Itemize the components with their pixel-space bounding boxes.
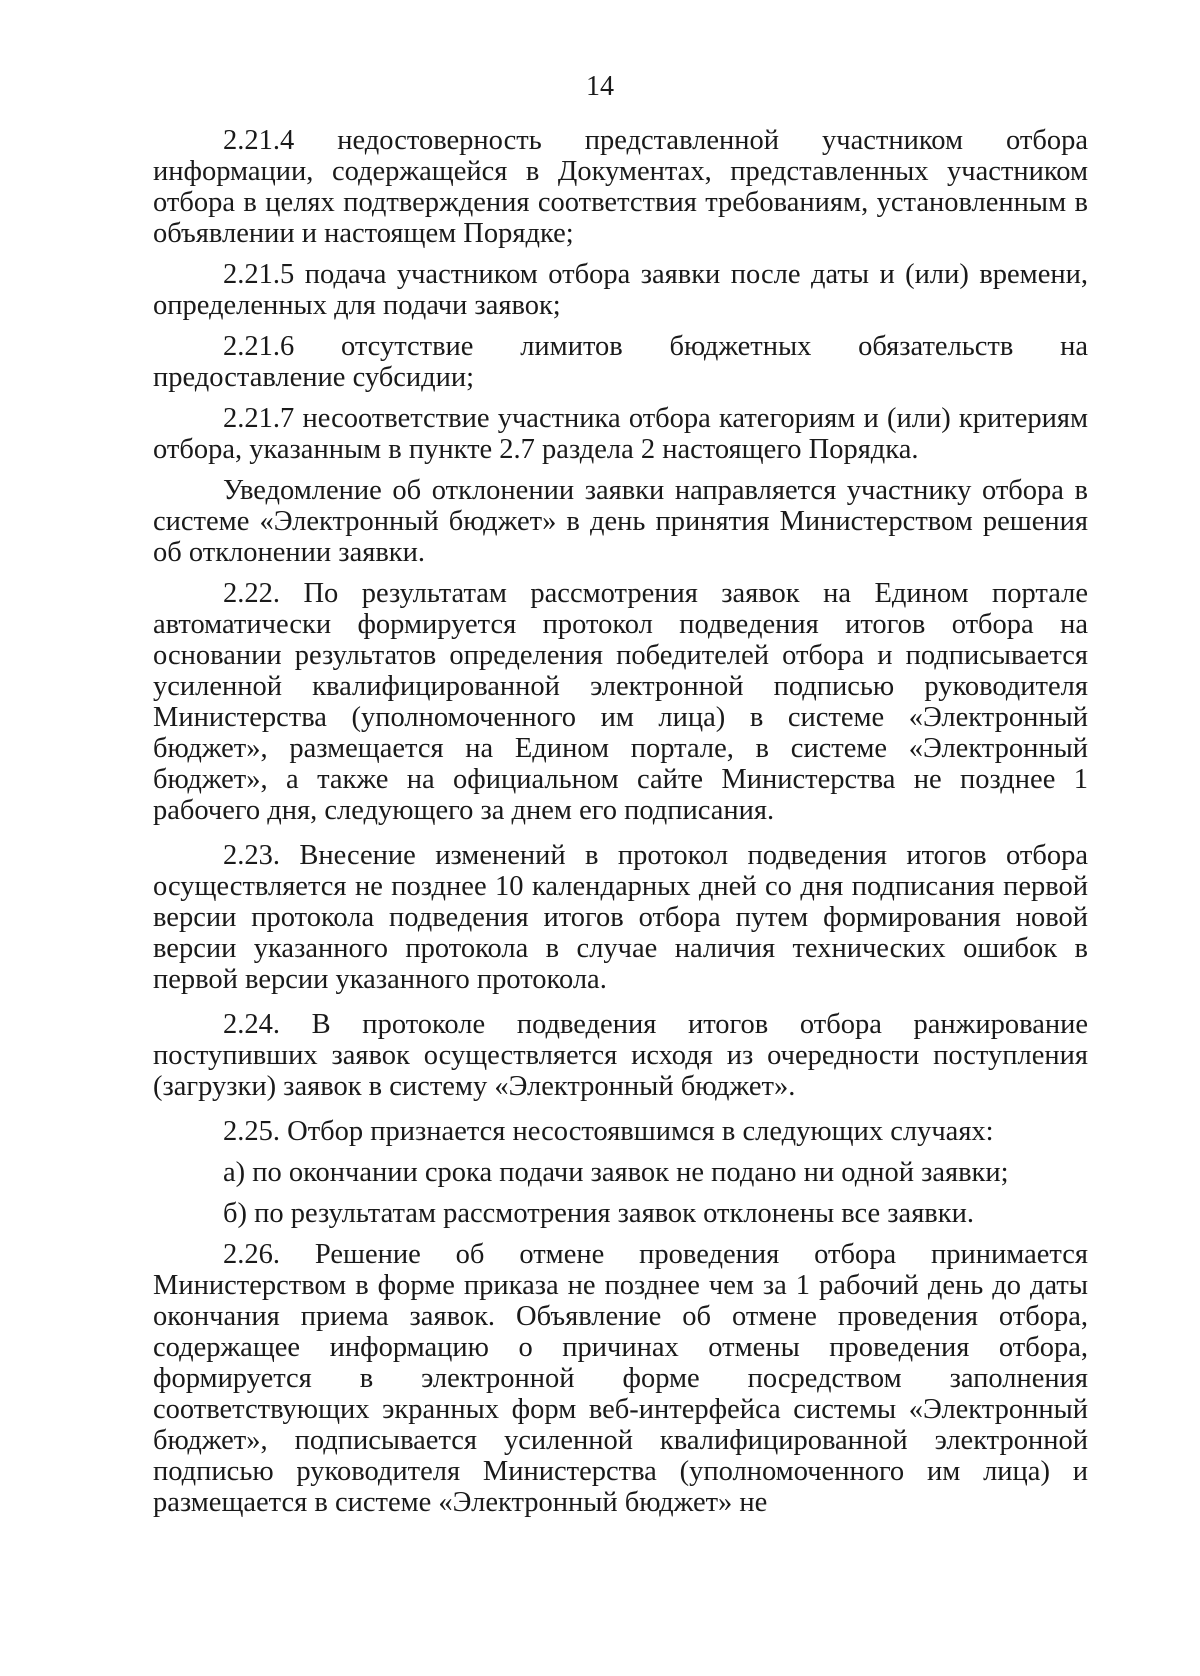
page-number: 14 [586,71,614,102]
paragraph-2-25-b: б) по результатам рассмотрения заявок отклонены все заявки. [223,1198,974,1229]
paragraph-2-25: 2.25. Отбор признается несостоявшимся в следующих случаях: [223,1116,994,1147]
paragraph-2-21-5: 2.21.5 подача участником отбора заявки после даты и (или) времени, определенных для подачи заявок; [153,259,1088,321]
paragraph-2-21-6: 2.21.6 отсутствие лимитов бюджетных обязательств на предоставление субсидии; [153,331,1088,393]
paragraph-2-21-4: 2.21.4 недостоверность представленной участником отбора информации, содержащейся в Документах, представленных участником отбора в целях подтверждения соответствия требованиям, установленным в объявлении и настоящем Порядке; [153,125,1088,249]
paragraph-2-22: 2.22. По результатам рассмотрения заявок на Едином портале автоматически формируется протокол подведения итогов отбора на основании результатов определения победителей отбора и подписывается усиленной квалифицированной электронной подписью руководителя Министерства (уполномоченного им лица) в системе «Электронный бюджет», размещается на Едином портале, в системе «Электронный бюджет», а также на официальном сайте Министерства не позднее 1 рабочего дня, следующего за днем его подписания. [153,578,1088,826]
document-body [153,125,1088,1528]
paragraph-rejection-notice: Уведомление об отклонении заявки направляется участнику отбора в системе «Электронный бюджет» в день принятия Министерством решения об отклонении заявки. [153,475,1088,568]
paragraph-2-23: 2.23. Внесение изменений в протокол подведения итогов отбора осуществляется не позднее 10 календарных дней со дня подписания первой версии протокола подведения итогов отбора путем формирования новой версии указанного протокола в случае наличия технических ошибок в первой версии указанного протокола. [153,840,1088,995]
paragraph-2-24: 2.24. В протоколе подведения итогов отбора ранжирование поступивших заявок осуществляется исходя из очередности поступления (загрузки) заявок в систему «Электронный бюджет». [153,1009,1088,1102]
paragraph-2-21-7: 2.21.7 несоответствие участника отбора категориям и (или) критериям отбора, указанным в пункте 2.7 раздела 2 настоящего Порядка. [153,403,1088,465]
paragraph-2-26: 2.26. Решение об отмене проведения отбора принимается Министерством в форме приказа не позднее чем за 1 рабочий день до даты окончания приема заявок. Объявление об отмене проведения отбора, содержащее информацию о причинах отмены проведения отбора, формируется в электронной форме посредством заполнения соответствующих экранных форм веб-интерфейса системы «Электронный бюджет», подписывается усиленной квалифицированной электронной подписью руководителя Министерства (уполномоченного им лица) и размещается в системе «Электронный бюджет» не [153,1239,1088,1518]
paragraph-2-25-a: а) по окончании срока подачи заявок не подано ни одной заявки; [223,1157,1009,1188]
